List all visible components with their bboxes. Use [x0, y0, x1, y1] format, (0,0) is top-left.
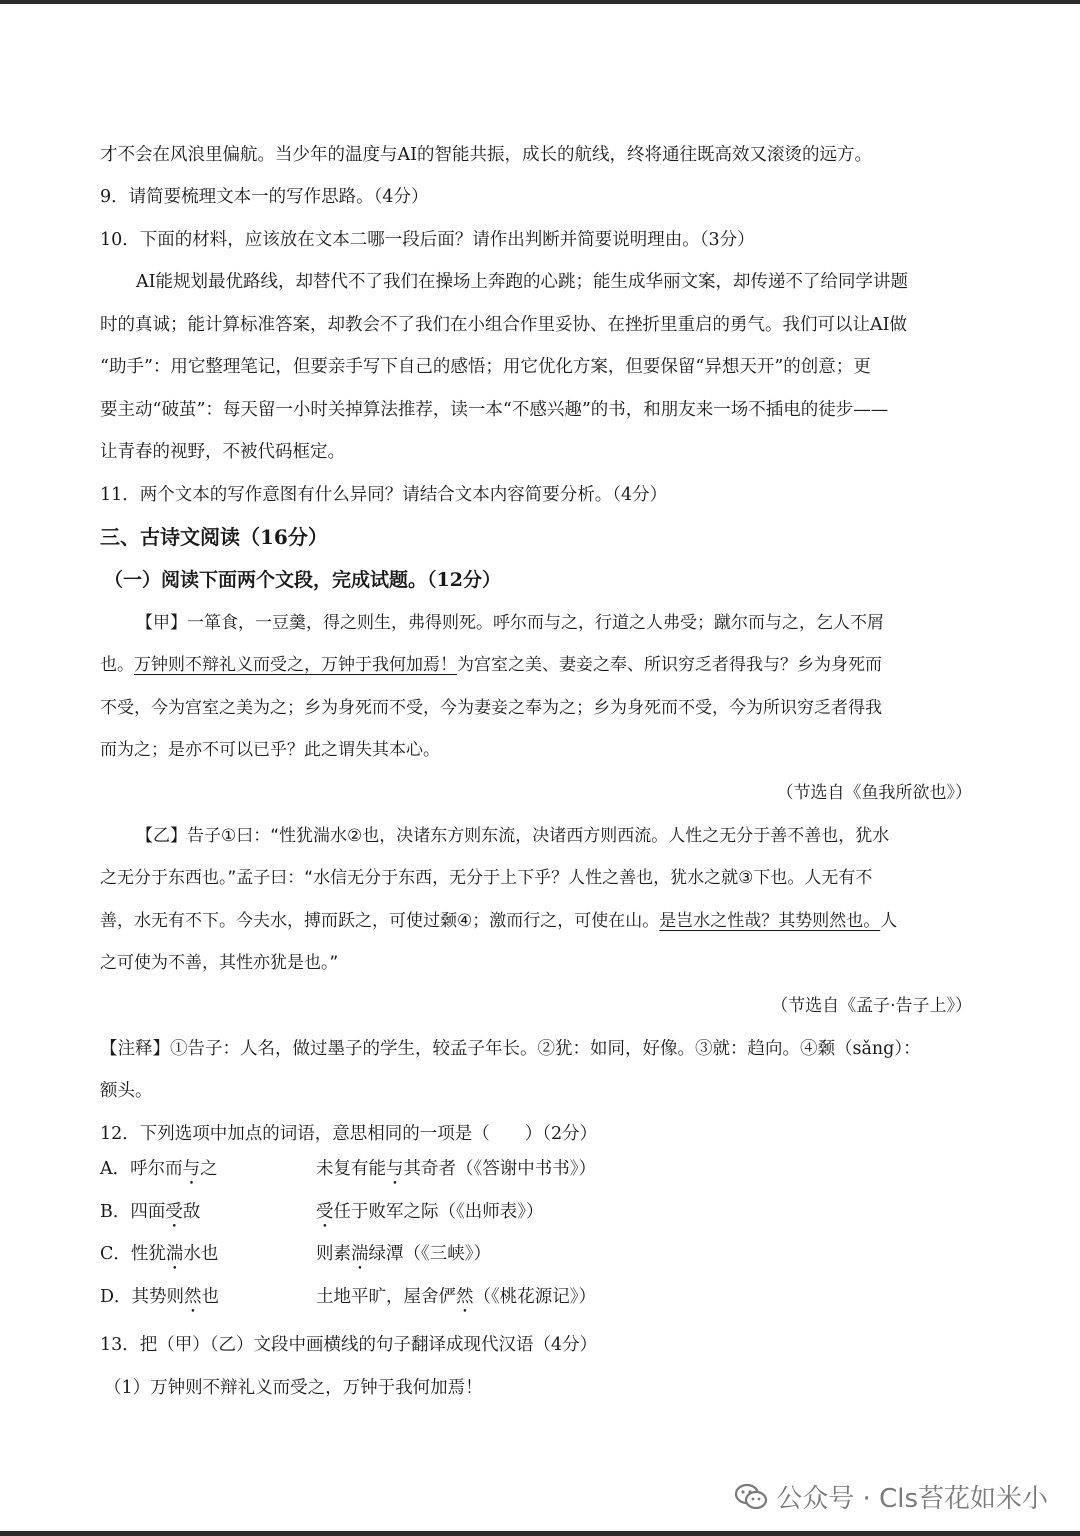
option-right-text: 绿潭（《三峡》）: [368, 1244, 491, 1264]
option-right-text: 则素: [316, 1244, 351, 1264]
option-left-text: 性犹: [130, 1244, 166, 1264]
yi-underlined-sentence: 是岂水之性哉？其势则然也。: [659, 911, 881, 931]
carry-over-line: 才不会在风浪里偏航。当少年的温度与AI的智能共振，成长的航线，终将通往既高效又滚烫的远方。: [100, 145, 873, 165]
question-10: 10．下面的材料，应该放在文本二哪一段后面？请作出判断并简要说明理由。（3分）: [100, 230, 755, 250]
material-line-5: 让青春的视野，不被代码框定。: [100, 442, 345, 462]
jia-line-3: 不受，今为宫室之美为之；乡为身死而不受，今为妻妾之奉为之；乡为身死而不受，今为所识穷乏者得我: [100, 698, 882, 718]
option-dotted-word: 然: [184, 1287, 202, 1307]
jia-line-2-pre: 也。: [100, 655, 134, 675]
notes-line-2: 额头。: [100, 1081, 153, 1101]
jia-underlined-sentence: 万钟则不辩礼义而受之，万钟于我何加焉！: [134, 655, 457, 675]
jia-line-2-post: 为宫室之美、妻妾之奉、所识穷乏者得我与？乡为身死而: [457, 655, 882, 675]
option-right-text: 土地平旷，屋舍俨: [316, 1287, 456, 1307]
material-line-1: AI能规划最优路线，却替代不了我们在操场上奔跑的心跳；能生成华丽文案，却传递不了给同学讲题: [136, 272, 909, 292]
notes-line-1: 【注释】①告子：人名，做过墨子的学生，较孟子年长。②犹：如同，好像。③就：趋向。④颡（sǎng）：: [100, 1039, 921, 1059]
watermark: [734, 1478, 1048, 1515]
option-dotted-word: 与: [386, 1159, 404, 1179]
option-dotted-word: 湍: [351, 1244, 369, 1264]
material-line-2: 时的真诚；能计算标准答案，却教会不了我们在小组合作里妥协、在挫折里重启的勇气。我们可以让AI做: [100, 315, 908, 335]
option-dotted-word: 然: [456, 1287, 474, 1307]
option-left-text: 水也: [183, 1244, 219, 1264]
option-letter: C．: [100, 1244, 131, 1264]
top-border: [0, 0, 1080, 4]
option-right-text: 任于败军之际（《出师表》）: [333, 1202, 544, 1222]
option-left-text: 其势则: [131, 1287, 185, 1307]
option-letter: D．: [100, 1287, 132, 1307]
question-13: 13．把（甲）（乙）文段中画横线的句子翻译成现代汉语（4分）: [100, 1335, 598, 1355]
jia-line-1: 【甲】一箪食，一豆羹，得之则生，弗得则死。呼尔而与之，行道之人弗受；蹴尔而与之，乞人不屑: [136, 613, 884, 633]
yi-line-2: 之无分于东西也。”孟子曰：“水信无分于东西，无分于上下乎？人性之善也，犹水之就③下也。人无有不: [100, 868, 873, 888]
yi-line-1: 【乙】告子①曰：“性犹湍水②也，决诸东方则东流，决诸西方则西流。人性之无分于善不善也，犹水: [136, 826, 890, 846]
jia-source: （节选自《鱼我所欲也》）: [776, 783, 972, 803]
option-letter: B．: [100, 1202, 131, 1222]
bottom-border: [0, 1531, 1080, 1536]
jia-line-2: [100, 653, 985, 677]
question-9: 9．请简要梳理文本一的写作思路。（4分）: [100, 187, 429, 207]
watermark-text: 公众号 · Cls苔花如米小: [776, 1484, 1048, 1514]
option-dotted-word: 受: [165, 1202, 183, 1222]
section-3-title: 三、古诗文阅读（16分）: [100, 525, 328, 549]
yi-line-3: [100, 909, 985, 933]
option-left-text: 呼尔而: [130, 1159, 183, 1179]
question-11: 11．两个文本的写作意图有什么异同？请结合文本内容简要分析。（4分）: [100, 485, 668, 505]
material-line-4: 要主动“破茧”：每天留一小时关掉算法推荐，读一本“不感兴趣”的书，和朋友来一场不插电的徒步——: [100, 400, 889, 420]
jia-line-4: 而为之；是亦不可以已乎？此之谓失其本心。: [100, 740, 440, 760]
question-13-part-1: （1）万钟则不辩礼义而受之，万钟于我何加焉！: [104, 1378, 483, 1398]
wechat-icon: [734, 1482, 768, 1512]
option-left-text: 也: [201, 1287, 220, 1307]
yi-line-3-pre: 善，水无有不下。今夫水，搏而跃之，可使过颡④；激而行之，可使在山。: [100, 911, 660, 931]
option-left-text: 之: [200, 1159, 218, 1179]
question-12: 12．下列选项中加点的词语，意思相同的一项是（ ）（2分）: [100, 1124, 598, 1144]
option-dotted-word: 与: [182, 1159, 201, 1179]
yi-line-3-post: 人: [880, 911, 898, 931]
yi-line-4: 之可使为不善，其性亦犹是也。”: [100, 953, 339, 973]
option-right-text: （《桃花源记》）: [473, 1287, 596, 1307]
option-left-text: 四面: [130, 1202, 166, 1222]
option-dotted-word: 受: [316, 1202, 334, 1222]
option-left-text: 敌: [182, 1202, 201, 1222]
subsection-1-title: （一）阅读下面两个文段，完成试题。（12分）: [104, 569, 501, 591]
option-letter: A．: [100, 1159, 131, 1179]
option-right-text: 未复有能: [316, 1159, 386, 1179]
option-dotted-word: 湍: [165, 1244, 184, 1264]
material-line-3: “助手”：用它整理笔记，但要亲手写下自己的感悟；用它优化方案，但要保留“异想天开”的创意；更: [100, 357, 871, 377]
option-right-text: 其奇者（《答谢中书书》）: [403, 1159, 596, 1179]
yi-source: （节选自《孟子·告子上》）: [771, 996, 972, 1016]
